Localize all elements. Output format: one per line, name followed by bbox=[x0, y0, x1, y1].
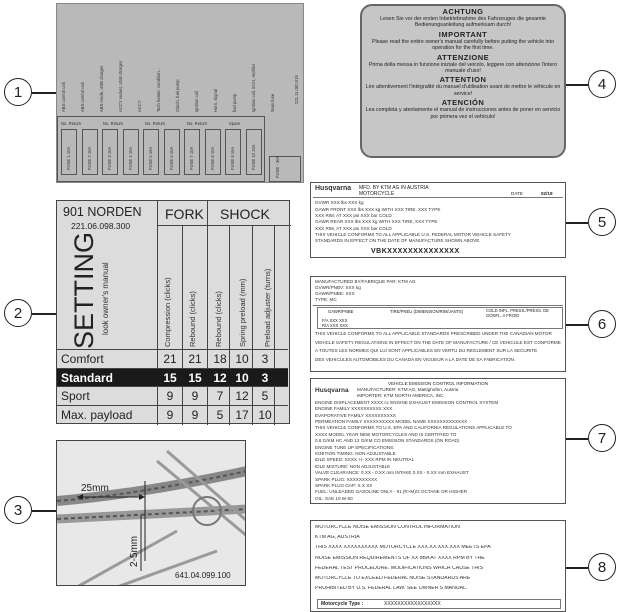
warning-title: ATENCIÓN bbox=[441, 98, 485, 108]
label5-line: XXX RIM, AT XXX psi XXX bar COLD bbox=[315, 225, 392, 231]
tire-table bbox=[317, 307, 563, 329]
shock-header: SHOCK bbox=[220, 206, 270, 222]
chain-slack-dimension: 2-5mm bbox=[129, 535, 140, 567]
setting-value: 10 bbox=[235, 352, 249, 366]
column-header: Compression (clicks) bbox=[163, 277, 172, 347]
fuse-label: FUSE 1 10A bbox=[66, 146, 71, 170]
setting-value: 3 bbox=[261, 352, 269, 366]
label7-line: FUEL: UNLEADED GASOLINE ONLY - 91 (R+M)/2 OCTANE OR HIGHER bbox=[315, 489, 468, 495]
setting-value: 12 bbox=[213, 370, 227, 385]
emission-header: VEHICLE EMISSION CONTROL INFORMATION bbox=[387, 381, 489, 386]
fuse-description: Ignition coil bbox=[194, 91, 199, 112]
label8-line: NOISE EMISSION REQUIREMENTS OF XX dBA AT XXXX RPM BY THE bbox=[315, 555, 485, 561]
leader-line-2 bbox=[32, 313, 56, 315]
setting-value: 9 bbox=[191, 407, 199, 422]
label7-line: XXXX MODEL YEAR NEW MOTORCYCLES AND IS CERTIFIED TO bbox=[315, 431, 457, 437]
label7-line: MANUFACTURER: KTM AG, Mattighofen, Austria bbox=[357, 387, 459, 392]
warning-title: ACHTUNG bbox=[442, 7, 484, 16]
fuse-description: Main fuse bbox=[270, 93, 275, 112]
motorcycle-type-label: Motorcycle Type : bbox=[321, 601, 364, 607]
label8-line: PROHIBITED BY U.S. FEDERAL LAW. SEE OWNER'S MANUAL. bbox=[315, 586, 468, 592]
fuse-description: ABS mode, USB charger bbox=[99, 65, 104, 112]
motorcycle-type-box bbox=[317, 599, 561, 609]
vin-number: VBKXXXXXXXXXXXXXX bbox=[371, 248, 460, 255]
setting-part-number: 221.06.098.300 bbox=[71, 221, 131, 231]
setting-value: 7 bbox=[216, 389, 224, 403]
fuse-label-part-number: 221.11.082.015 bbox=[294, 75, 299, 104]
label6-line: VEHICLE SAFETY REGULATIONS IN EFFECT ON THE DATE OF MANUFACTURE / CE VEHICULE EST CONFORME bbox=[315, 339, 561, 345]
callout-6: 6 bbox=[588, 310, 616, 338]
label8-line: MOTORCYCLE TO EXCEED FEDERAL NOISE STANDARDS ARE bbox=[315, 576, 471, 581]
warning-title: IMPORTANT bbox=[438, 29, 488, 39]
callout-1: 1 bbox=[4, 78, 32, 106]
leader-line-8 bbox=[566, 567, 588, 569]
tire-col-head: TIRE/PNEU (DIMENSION/RIM/JANTE) bbox=[390, 309, 464, 314]
fuse-tab-label: Spare bbox=[229, 121, 241, 126]
fuse-description: Horn, Signal bbox=[213, 88, 218, 112]
setting-value: 3 bbox=[261, 370, 269, 385]
fuse-label: FUSE 9 15A bbox=[230, 146, 235, 170]
setting-row-label: Sport bbox=[61, 389, 90, 403]
setting-value: 10 bbox=[235, 370, 249, 385]
label7-line: THIS VEHICLE CONFORMS TO U.S. EPA AND CALIFORNIA REGULATIONS APPLICABLE TO bbox=[315, 425, 512, 431]
tire-row-front: F/A XXX XXX bbox=[322, 318, 348, 323]
label5-line: XXX RIM, AT XXX psi XXX bar COLD bbox=[315, 212, 392, 218]
label7-line: VALVE CLEARANCE: 0.XX - 0.XX mm INTAKE 0.XX - 0.XX mm EXHAUST bbox=[315, 470, 469, 476]
leader-line-3 bbox=[32, 510, 56, 512]
fuse-label: FUSE 2 10A bbox=[86, 146, 92, 170]
fuse-tab-label: No. Return bbox=[61, 121, 82, 126]
callout-5: 5 bbox=[588, 208, 616, 236]
fuse-label: FUSE 8 10A bbox=[209, 146, 215, 170]
warning-text: Prima della messa in funzione iniziale del veicolo, leggere con attenzione l'intero manuale d'uso! bbox=[368, 61, 558, 75]
fuse-label: FUSE 6 10A bbox=[168, 146, 174, 170]
column-header: Spring preload (mm) bbox=[238, 278, 247, 347]
fuse-tab-label: No. Return bbox=[187, 121, 208, 126]
label5-line: THIS VEHICLE CONFORMS TO ALL APPLICABLE U.S. FEDERAL MOTOR VEHICLE SAFETY bbox=[315, 231, 511, 237]
owners-manual-warning-label bbox=[360, 4, 566, 158]
setting-row bbox=[57, 405, 288, 424]
label5-date-label: DATE bbox=[511, 191, 523, 196]
fuse-description: Clutch, fuel pump bbox=[175, 79, 180, 112]
setting-row bbox=[57, 349, 288, 368]
fuse-label: FUSE 4 10A bbox=[127, 146, 133, 170]
setting-value: 15 bbox=[163, 370, 177, 385]
fuse-description: ACCY bbox=[137, 100, 142, 112]
label7-line: PERMEATION FAMILY XXXXXXXXXX MODEL NAME XXXXXXXXXXXXX bbox=[315, 419, 468, 424]
setting-row-label: Comfort bbox=[61, 352, 104, 366]
warning-sections bbox=[362, 7, 564, 120]
fuse-description: ABS control unit bbox=[61, 81, 66, 112]
setting-value: 10 bbox=[258, 407, 272, 422]
setting-value: 18 bbox=[213, 352, 227, 366]
label8-line: FEDERAL TEST PROCEDURE. MODIFICATIONS WHICH CAUSE THIS bbox=[315, 565, 484, 571]
setting-value: 21 bbox=[188, 352, 202, 366]
setting-row bbox=[57, 386, 288, 405]
fuse-label: FUSE 3 10A bbox=[107, 146, 112, 170]
label6-line: GVWR/PNBV: XXX kg bbox=[315, 285, 361, 290]
chain-dimension-25mm: 25mm bbox=[81, 483, 109, 494]
label7-line: IDLE SPEED: XXXX +/- XXX RPM IN NEUTRAL bbox=[315, 457, 415, 463]
leader-line-4 bbox=[566, 84, 588, 86]
label6-line: A TOUTES LES NORMES QUI LUI SONT APPLICABLES EN VERTU DU REGLEMENT SUR LA SECURITE bbox=[315, 348, 538, 353]
fuse-description: ABS control unit bbox=[80, 81, 85, 112]
chain-tension-image bbox=[56, 440, 246, 586]
fuse-description: fuel pump bbox=[232, 93, 237, 112]
warning-text: Please read the entire owner's manual carefully before putting the vehicle into operation for the first time. bbox=[371, 38, 555, 52]
label7-line: EVAPORATIVE FAMILY XXXXXXXXXX bbox=[315, 412, 396, 418]
noise-emission-label bbox=[310, 520, 566, 612]
column-header: Rebound (clicks) bbox=[188, 291, 197, 347]
setting-title: SETTING bbox=[69, 231, 99, 349]
warning-title: ATTENZIONE bbox=[436, 52, 490, 62]
emission-control-label bbox=[310, 378, 566, 504]
warning-text: Lea completa y atentamente el manual de instrucciones antes de poner en servicio por primera vez el vehículo! bbox=[365, 107, 561, 120]
chain-part-number: 641.04.099.100 bbox=[175, 571, 231, 580]
label5-line: GVWR XXX lbs XXX kg bbox=[315, 200, 364, 206]
label6-line: THIS VEHICLE CONFORMS TO ALL APPLICABLE STANDARDS PRESCRIBED UNDER THE CANADIAN MOTOR bbox=[315, 331, 552, 336]
label7-line: IDLE MIXTURE: NON ADJUSTABLE bbox=[315, 463, 391, 469]
leader-line-7 bbox=[566, 438, 588, 440]
setting-value: 15 bbox=[188, 370, 202, 385]
tire-col-head: GAWR/PNBE bbox=[328, 309, 354, 314]
column-header: Rebound (clicks) bbox=[214, 291, 223, 347]
vehicle-safety-label-canada bbox=[310, 276, 566, 372]
label8-line: MOTORCYCLE NOISE EMISSION CONTROL INFORMATION bbox=[315, 525, 460, 530]
suspension-setting-label bbox=[56, 200, 290, 424]
setting-value: 5 bbox=[261, 389, 269, 403]
label5-line: STANDARDS IN EFFECT ON THE DATE OF MANUFACTURE SHOWN ABOVE. bbox=[315, 238, 481, 244]
label7-line: 0.8 G/KM HC AND 12 G/KM CO EMISSION STANDARDS (ON ROAD) bbox=[315, 438, 460, 444]
tire-row-rear: R/A XXX XXX bbox=[322, 323, 348, 328]
fuse-description: ACCY socket, USB charger bbox=[118, 60, 123, 112]
fuse-description: Ignition coil, ECU, rectifier bbox=[251, 63, 256, 112]
label6-line: MANUFACTURED BY/FABRIQUE PAR: KTM AG bbox=[315, 279, 416, 284]
motorcycle-type-value: XXXXXXXXXXXXXXXXX bbox=[384, 601, 441, 607]
label7-line: ENGINE DISPLACEMENT XXXX cc ENGINE EXHAUST EMISSION CONTROL SYSTEM bbox=[315, 399, 499, 405]
warning-text: Lire attentivement l'intégralité du manuel d'utilisation avant de mettre le véhicule en service! bbox=[365, 84, 561, 97]
model-name: 901 NORDEN bbox=[63, 205, 142, 219]
tire-col-head: COLD INFL. PRESS./PRESS. DE GONFL. A FROID bbox=[486, 308, 550, 318]
husqvarna-logo: Husqvarna bbox=[315, 185, 352, 192]
fuse-label bbox=[56, 3, 304, 183]
label5-date-value: 02/19 bbox=[541, 191, 553, 196]
label5-mfd-line: MFD. BY KTM AG IN AUSTRIA bbox=[359, 185, 429, 191]
label7-line: IGNITION TIMING: NON ADJUSTABLE bbox=[315, 451, 396, 456]
fork-header: FORK bbox=[165, 206, 204, 222]
label7-line: ENGINE FAMILY XXXXXXXXXX XXX bbox=[315, 406, 393, 412]
setting-row-label: Max. payload bbox=[61, 407, 133, 422]
leader-line-5 bbox=[566, 222, 588, 224]
label8-line: THIS XXXX XXXXXXXXXX MOTORCYCLE XXX.XX.XXX.XXX MEETS EPA bbox=[315, 545, 491, 551]
label7-line: ENGINE TUNE UP SPECIFICATIONS: bbox=[315, 444, 395, 450]
main-fuse-box bbox=[269, 156, 301, 182]
husqvarna-logo: Husqvarna bbox=[315, 387, 349, 394]
callout-8: 8 bbox=[588, 553, 616, 581]
fuse-tab-label: No. Return bbox=[145, 121, 166, 126]
label7-line: SPARK PLUG: XXXXXXXXXX bbox=[315, 476, 378, 482]
setting-row-label: Standard bbox=[61, 370, 114, 385]
label6-line: GAWR/PNBE: XXX bbox=[315, 291, 355, 296]
setting-row bbox=[57, 368, 288, 387]
label5-line: GAWR FRONT XXX lbs XXX kg WITH XXX TIRE, XXX TYPE bbox=[315, 206, 441, 212]
setting-value: 17 bbox=[235, 407, 249, 422]
warning-text: Lesen Sie vor der ersten Inbetriebnahme des Fahrzeuges die gesamte Bedienungsanleitung aufmerksam durch! bbox=[380, 16, 546, 29]
label8-line: KTM AG, AUSTRIA bbox=[315, 535, 360, 541]
fuse-label: FUSE 7 10A bbox=[189, 146, 194, 170]
column-header: Preload adjuster (turns) bbox=[263, 268, 272, 347]
label7-line: OIL: SAE 10 W-50 bbox=[315, 495, 353, 501]
setting-subtitle: look owner's manual bbox=[101, 262, 110, 335]
callout-3: 3 bbox=[4, 496, 32, 524]
fuse-description: Tech heater, condition... bbox=[156, 67, 161, 112]
callout-7: 7 bbox=[588, 424, 616, 452]
setting-value: 9 bbox=[191, 389, 199, 403]
callout-2: 2 bbox=[4, 299, 32, 327]
divider bbox=[313, 197, 563, 198]
leader-line-1 bbox=[32, 92, 56, 94]
divider bbox=[157, 225, 291, 226]
chain-drawing bbox=[57, 441, 246, 586]
vehicle-safety-label-us bbox=[310, 182, 566, 258]
setting-value: 12 bbox=[235, 389, 249, 403]
setting-value: 9 bbox=[166, 389, 174, 403]
warning-title: ATTENTION bbox=[439, 75, 487, 85]
setting-value: 9 bbox=[166, 407, 174, 422]
fuse-label: FUSE 5 15A bbox=[148, 146, 153, 170]
label7-line: SPARK PLUG GAP: X.X XX bbox=[315, 483, 373, 488]
label5-line: GAWR REAR XXX lbs XXX kg WITH XXX TIRE, XXX TYPE bbox=[315, 219, 438, 225]
main-fuse-label: FUSE - 30A bbox=[275, 155, 280, 178]
callout-4: 4 bbox=[588, 70, 616, 98]
setting-value: 21 bbox=[163, 352, 177, 366]
setting-value: 5 bbox=[216, 407, 224, 422]
fuse-tab-label: No. Return bbox=[103, 121, 124, 126]
label5-sub: MOTORCYCLE bbox=[359, 191, 395, 197]
fuse-label: FUSE 10 15A bbox=[250, 144, 256, 170]
label7-line: IMPORTER: KTM NORTH AMERICA, INC. bbox=[357, 393, 445, 399]
divider bbox=[313, 305, 563, 306]
label6-line: DES VEHICULES AUTOMOBILES DU CANADA EN VIGUEUR A LA DATE DE SA FABRICATION. bbox=[315, 356, 516, 362]
label6-line: TYPE: MC bbox=[315, 297, 337, 302]
leader-line-6 bbox=[566, 324, 588, 326]
